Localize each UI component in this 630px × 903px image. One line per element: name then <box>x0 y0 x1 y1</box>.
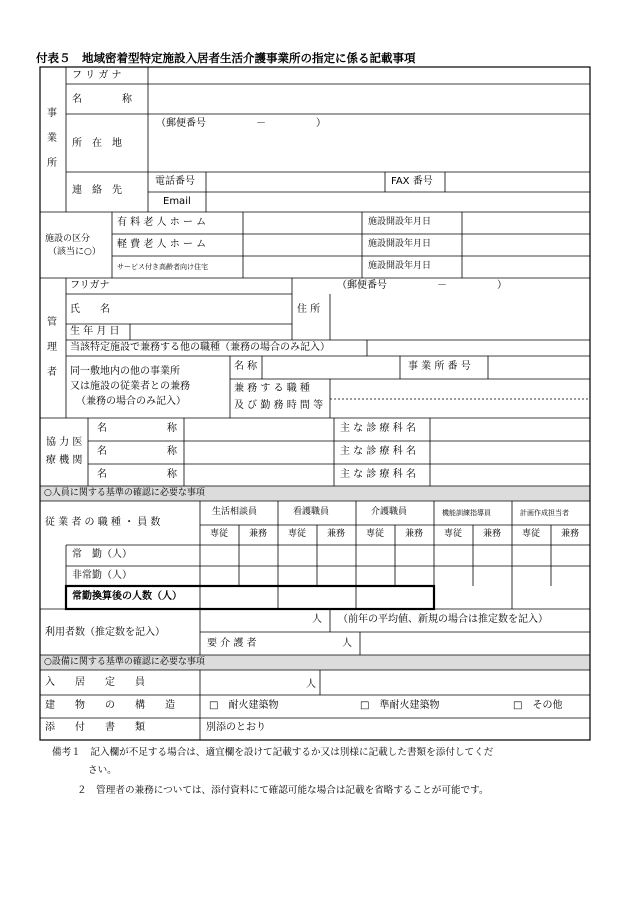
shisetsu-type-sakoju: サービス付き高齢者向け住宅 <box>117 263 208 271</box>
kyoryoku-dept-label-2: 主 な 診 療 科 名 <box>340 446 416 457</box>
role-keikaku-sakusei: 計画作成担当者 <box>520 509 569 517</box>
building-fire-option[interactable]: □ 耐火建築物 <box>209 700 279 711</box>
kanrisha-furigana-label: フリガナ <box>70 280 110 291</box>
jigyosho-postal-label: （郵便番号 － ） <box>156 118 326 129</box>
kanrisha-other-line-2: 又は施設の従業者との兼務 <box>70 381 190 392</box>
ken-label-4: 兼務 <box>483 529 502 539</box>
ken-label-2: 兼務 <box>327 529 346 539</box>
opened-date-label-2: 施設開設年月日 <box>368 239 432 249</box>
row-kanzan: 常勤換算後の人数（人） <box>72 591 182 602</box>
kanrisha-kenmu-title: 当該特定施設で兼務する他の職種（兼務の場合のみ記入） <box>70 342 330 353</box>
staff-header: 従 業 者 の 職 種 ・ 員 数 <box>45 517 161 528</box>
shisetsu-kubun-note: （該当に○） <box>48 247 101 257</box>
note-1-continued: さい。 <box>88 765 117 776</box>
setsubi-section-title: ○設備に関する基準の確認に必要な事項 <box>44 657 205 667</box>
kanrisha-job-line-1: 兼 務 す る 職 種 <box>234 383 310 394</box>
note-1: 備考１ 記入欄が不足する場合は、適宜欄を設けて記載するか又は別様に記載した書類を添付してくだ <box>52 747 494 758</box>
role-seikatsu-sodan: 生活相談員 <box>212 507 258 517</box>
opened-date-label-3: 施設開設年月日 <box>368 261 432 271</box>
kyoryoku-name-suffix-3: 称 <box>167 469 177 480</box>
note-2: ２ 管理者の兼務については、添付資料にて確認可能な場合は記載を省略することが可能です。 <box>77 785 489 796</box>
kanrisha-group-1: 管 <box>47 317 57 328</box>
opened-date-label-1: 施設開設年月日 <box>368 217 432 227</box>
kyoryoku-dept-label-3: 主 な 診 療 科 名 <box>340 469 416 480</box>
kyoryoku-label-2: 療 機 関 <box>46 455 83 466</box>
capacity-label: 入 居 定 員 <box>45 677 145 688</box>
shisetsu-type-yuryo: 有 料 老 人 ホ ー ム <box>117 217 207 228</box>
ken-label-5: 兼務 <box>561 529 580 539</box>
row-hijokin: 非常勤（人） <box>72 570 132 581</box>
attachment-label: 添 付 書 類 <box>45 722 145 733</box>
kyoryoku-name-suffix-2: 称 <box>167 446 177 457</box>
capacity-unit: 人 <box>306 679 316 690</box>
kanrisha-postal-label: （郵便番号 － ） <box>337 280 507 291</box>
kanrisha-job-line-2: 及 び 勤 務 時 間 等 <box>234 400 324 411</box>
kyoryoku-name-suffix-1: 称 <box>167 423 177 434</box>
sen-label-5: 専従 <box>522 529 541 539</box>
jigyosho-name-label: 名 称 <box>72 94 132 105</box>
riyosha-unit: 人 <box>312 614 322 625</box>
kanrisha-name-label: 氏 名 <box>70 304 110 315</box>
email-label: Email <box>163 196 191 207</box>
sen-label-1: 専従 <box>210 529 229 539</box>
attachment-value: 別添のとおり <box>206 722 266 733</box>
kyoryoku-name-prefix-2: 名 <box>97 446 107 457</box>
yokaigo-label: 要 介 護 者 <box>207 638 257 649</box>
kanrisha-other-line-3: （兼務の場合のみ記入） <box>76 396 186 407</box>
role-kino-kunren: 機能訓練指導員 <box>442 509 491 517</box>
building-label: 建 物 の 構 造 <box>45 700 175 711</box>
jigyosho-group-3: 所 <box>47 158 57 169</box>
jigyosho-furigana-label: フ リ ガ ナ <box>72 70 122 81</box>
shisetsu-kubun-label: 施設の区分 <box>45 234 91 244</box>
kanrisha-meisho-label: 名 称 <box>234 361 258 372</box>
row-jokin: 常 勤（人） <box>72 549 132 560</box>
kyoryoku-name-prefix-1: 名 <box>97 423 107 434</box>
kanrisha-address-label: 住 所 <box>297 304 321 315</box>
kanrisha-group-2: 理 <box>47 342 57 353</box>
sen-label-3: 専従 <box>366 529 385 539</box>
fax-label: FAX 番号 <box>391 176 433 187</box>
jigyosho-group-1: 事 <box>47 108 57 119</box>
ken-label-1: 兼務 <box>249 529 268 539</box>
form-title: 付表５ 地域密着型特定施設入居者生活介護事業所の指定に係る記載事項 <box>36 51 416 65</box>
riyosha-label: 利用者数（推定数を記入） <box>45 627 165 638</box>
role-kango: 看護職員 <box>293 507 330 517</box>
ken-label-3: 兼務 <box>405 529 424 539</box>
jinin-section-title: ○人員に関する基準の確認に必要な事項 <box>44 488 205 498</box>
tel-label: 電話番号 <box>155 176 195 187</box>
kanrisha-other-line-1: 同一敷地内の他の事業所 <box>70 366 180 377</box>
kyoryoku-dept-label-1: 主 な 診 療 科 名 <box>340 423 416 434</box>
role-kaigo: 介護職員 <box>371 507 408 517</box>
kanrisha-office-no-label: 事 業 所 番 号 <box>408 361 471 372</box>
kyoryoku-label-1: 協 力 医 <box>46 437 83 448</box>
kanrisha-birth-label: 生 年 月 日 <box>70 326 120 337</box>
building-other-option[interactable]: □ その他 <box>513 700 563 711</box>
riyosha-note: （前年の平均値、新規の場合は推定数を記入） <box>338 614 548 625</box>
jigyosho-contact-label: 連 絡 先 <box>72 185 122 196</box>
jigyosho-address-label: 所 在 地 <box>72 138 122 149</box>
kanrisha-group-3: 者 <box>47 367 57 378</box>
jigyosho-group-2: 業 <box>47 133 57 144</box>
shisetsu-type-keihi: 軽 費 老 人 ホ ー ム <box>117 239 207 250</box>
building-semifire-option[interactable]: □ 準耐火建築物 <box>360 700 440 711</box>
kyoryoku-name-prefix-3: 名 <box>97 469 107 480</box>
sen-label-4: 専従 <box>444 529 463 539</box>
sen-label-2: 専従 <box>288 529 307 539</box>
yokaigo-unit: 人 <box>342 638 352 649</box>
